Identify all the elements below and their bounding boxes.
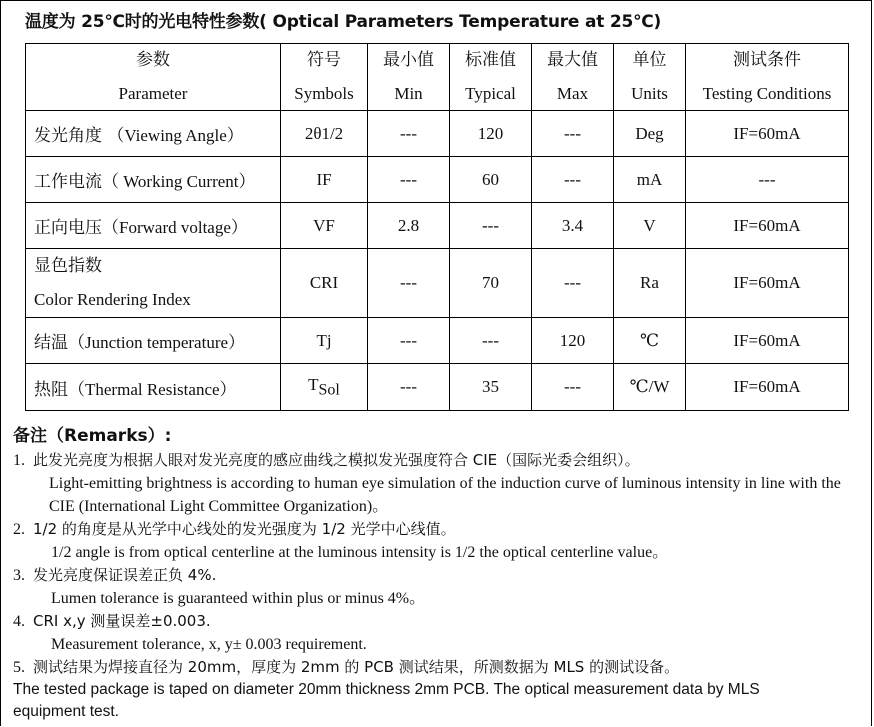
remark-2-en: 1/2 angle is from optical centerline at the luminous intensity is 1/2 the optical centerline value。 [51,544,669,561]
cell-min: 2.8 [368,203,450,249]
cell-symbol: $T_{Sol}$ [281,364,368,411]
table-row [26,364,849,411]
cell-min: --- [368,111,450,157]
header-max: 最大值 Max [532,44,614,111]
cell-condition: IF=60mA [686,318,849,364]
header-symbols: 符号 Symbols [281,44,368,111]
cell-max: --- [532,111,614,157]
cell-max: --- [532,157,614,203]
remarks-section [13,425,868,723]
cell-max: --- [532,364,614,411]
cell-typical: 35 [450,364,532,411]
cell-typical: --- [450,203,532,249]
remark-4-en: Measurement tolerance, x, y± 0.003 requirement. [51,636,367,653]
cell-symbol: CRI [281,249,368,318]
header-parameter: 参数 Parameter [26,44,281,111]
cell-min: --- [368,364,450,411]
table-row [26,203,849,249]
param-viewing-angle: 发光角度 （Viewing Angle） [26,111,281,157]
cell-max: 3.4 [532,203,614,249]
cell-symbol: Tj [281,318,368,364]
header-testing-conditions: 测试条件 Testing Conditions [686,44,849,111]
remark-5-en: The tested package is taped on diameter 20mm thickness 2mm PCB. The optical measurement data by MLS equipment test. [13,681,760,720]
cell-unit: V [614,203,686,249]
page-title: 温度为 25℃时的光电特性参数( Optical Parameters Temperature at 25℃) [25,12,662,32]
param-thermal-resistance: 热阻（Thermal Resistance） [26,364,281,411]
cell-symbol: 2θ1/2 [281,111,368,157]
remark-1-en: Light-emitting brightness is according to human eye simulation of the induction curve of luminous intensity in line with the CIE (International Light Committee Organization)。 [49,475,841,515]
header-typical: 标准值 Typical [450,44,532,111]
param-working-current: 工作电流（ Working Current） [26,157,281,203]
remark-1-cn: 1. 此发光亮度为根据人眼对发光亮度的感应曲线之模拟发光强度符合 CIE（国际光委会组织）。 [13,451,640,469]
param-color-rendering-index: 显色指数 Color Rendering Index [26,249,281,318]
cell-unit: Deg [614,111,686,157]
remark-2-cn: 2. 1/2 的角度是从光学中心线处的发光强度为 1/2 光学中心线值。 [13,520,456,538]
param-forward-voltage: 正向电压（Forward voltage） [26,203,281,249]
cell-max: 120 [532,318,614,364]
table-row [26,111,849,157]
cell-symbol: VF [281,203,368,249]
cell-condition: IF=60mA [686,203,849,249]
param-junction-temperature: 结温（Junction temperature） [26,318,281,364]
cell-condition: --- [686,157,849,203]
table-row [26,249,849,318]
table-header-row [26,44,849,111]
cell-symbol: IF [281,157,368,203]
remark-3-en: Lumen tolerance is guaranteed within plus or minus 4%。 [51,590,426,607]
cell-typical: 120 [450,111,532,157]
cell-condition: IF=60mA [686,249,849,318]
cell-min: --- [368,318,450,364]
table-row [26,318,849,364]
cell-min: --- [368,249,450,318]
remark-3-cn: 3. 发光亮度保证误差正负 4%. [13,566,217,584]
remark-4-cn: 4. CRI x,y 测量误差±0.003. [13,612,211,630]
cell-unit: Ra [614,249,686,318]
cell-condition: IF=60mA [686,111,849,157]
table-row [26,157,849,203]
remark-5-cn: 5. 测试结果为焊接直径为 20mm，厚度为 2mm 的 PCB 测试结果，所测数据为 MLS 的测试设备。 [13,658,680,676]
cell-min: --- [368,157,450,203]
cell-unit: ℃/W [614,364,686,411]
cell-condition: IF=60mA [686,364,849,411]
header-min: 最小值 Min [368,44,450,111]
cell-max: --- [532,249,614,318]
cell-typical: 70 [450,249,532,318]
optical-parameters-table [25,43,849,411]
cell-typical: --- [450,318,532,364]
remarks-title: 备注（Remarks）: [13,426,172,446]
cell-unit: mA [614,157,686,203]
cell-typical: 60 [450,157,532,203]
cell-unit: ℃ [614,318,686,364]
header-units: 单位 Units [614,44,686,111]
